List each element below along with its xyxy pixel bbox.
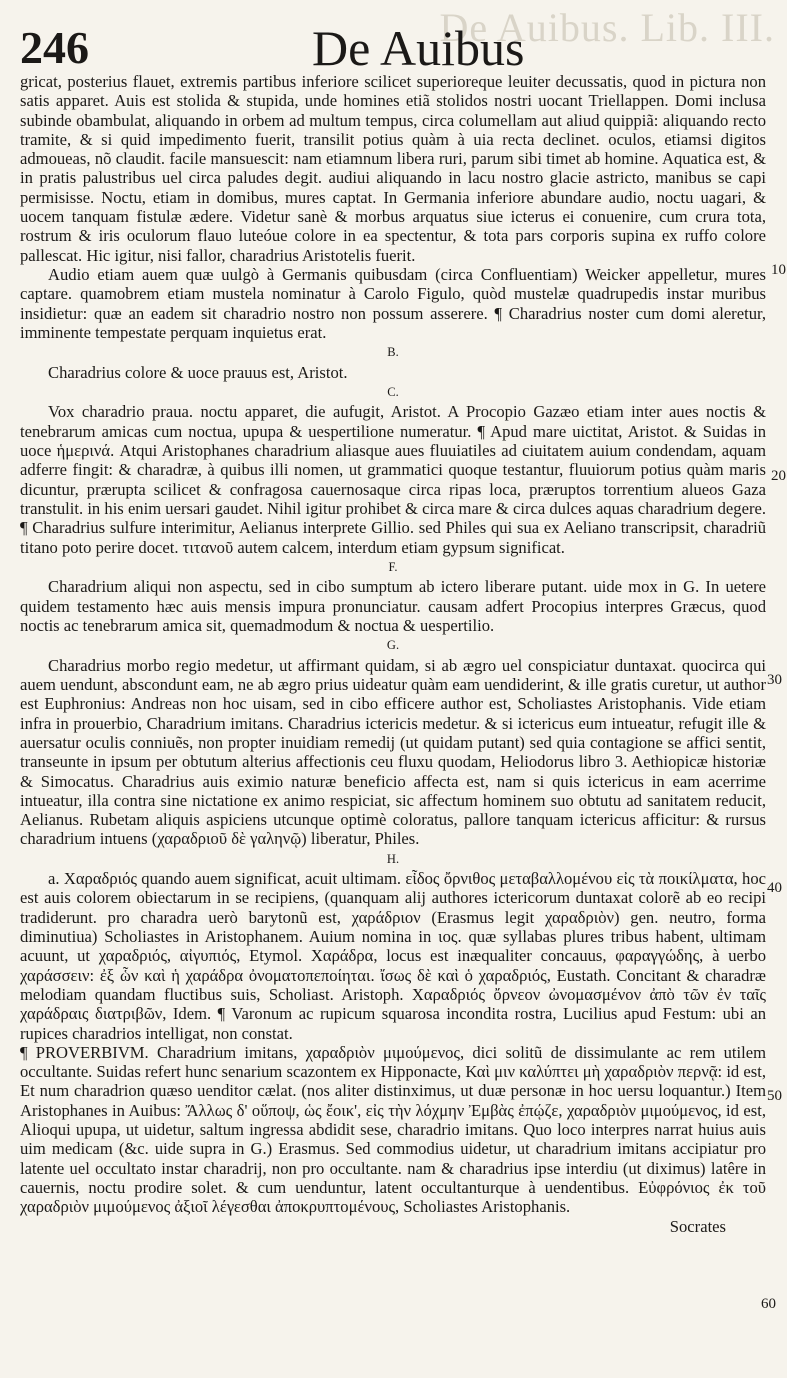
paragraph-weicker: Audio etiam auem quæ uulgò à Germanis quibusdam (circa Confluentiam) Weicker appelletur, mures captare. quamobrem etiam mustela nominatur à Carolo Figulo, quòd mustelæ quadrupedis instar muribus insidietur: quæ an eadem sit charadrio nostro non possum asserere. ¶ Charadrius noster cum domi aleretur, imminente tempestate perquam inquietus erat.	[20, 264, 766, 342]
section-letter-f: F.	[388, 559, 398, 574]
section-letter-g: G.	[386, 638, 400, 653]
margin-number-10: 10	[771, 262, 786, 278]
margin-number-60: 60	[761, 1296, 776, 1312]
margin-number-30: 30	[767, 672, 782, 688]
paragraph-g: Charadrius morbo regio medetur, ut affirmant quidam, si ab ægro uel conspiciatur duntaxat. quocirca qui auem uendunt, abscondunt eam, ne ab ægro prius uideatur quàm eam uendiderint, & ille gratis curetur, ut author est Euphronius: Andreas non hoc uisam, sed in cibo efficere author est, Scholiastes Aristophanis. Vide etiam infra in prouerbio, Charadrium imitans. Charadrius ictericis medetur. & si ictericus eum intueatur, refugit ille & auersatur oculis conniuẽs, non propter inuidiam remedij (ut quidam putant) sed quia contagione se affici sentit, transeunte in ipsum per obtutum alterius affectionis ceu fluxu quodam, Heliodorus libro 3. Aethiopicæ historiæ & Simocatus. Charadrius auis eximio naturæ beneficio affecta est, nam si quis ictericus in eam acerrime intueatur, illa contra sine nictatione ex animo respiciat, sic affectum hominem suo obtutu ad sanitatem reducit, Aelianus. Rubetam aliquis aspiciens utcunque optimè coloratus, pallore tanquam ictericus afficitur: & rursus charadrium intuens (χαραδριοῦ δὲ γαληνῷ) liberatur, Philes.	[20, 655, 766, 849]
margin-number-20: 20	[771, 468, 786, 484]
section-letter-b: B.	[387, 345, 399, 360]
margin-number-50: 50	[767, 1088, 782, 1104]
paragraph-h: a. Χαραδριός quando auem significat, acuit ultimam. εἶδος ὄρνιθος μεταβαλλομένου εἰς τὰ ποικίλματα, hoc est auis colorem obiectarum in se recipiens, (quanquam alij authores ictericorum duntaxat colorẽ ab eo recipi tradiderunt. pro charadra uerò barytonũ est, χαράδριον (Erasmus legit χαραδριὸν) gen. neutro, forma diminutiua) Scholiastes in Aristophanem. Auium nomina in ιος. quæ syllabas plures tribus habent, ultimam acuunt, ut χαραδριός, αἰγυπιός, Etymol. Χαράδρα, locus est inæqualiter concauus, φαραγγώδης, à uerbo χαράσσειν: ἐξ ὧν καὶ ἡ χαράδρα ὀνοματοπεποίηται. ἴσως δὲ καὶ ὁ χαραδριός, Eustath. Concitant & charadræ melodiam quandam fluctibus suis, Scholiast. Aristoph. Χαραδριός ὄρνεον ὠνομασμένον ἀπὸ τῶν ἐν ταῖς χαράδραις διατριβῶν, Idem. ¶ Varonum ac rupicum squarosa incondita rostra, Lucilius apud Festum: ubi an rupices charadrios intelligat, non constat.	[20, 869, 766, 1043]
paragraph-b: Charadrius colore & uoce prauus est, Aristot.	[48, 362, 348, 382]
paragraph-c: Vox charadrio praua. noctu apparet, die aufugit, Aristot. A Procopio Gazæo etiam inter aues noctis & tenebrarum amicas cum noctua, upupa & uespertilione numeratur. ¶ Apud mare uictitat, Aristot. & Suidas in uoce ἡμερινά. Atqui Aristophanes charadrium aliasque aues fluuiatiles ad ciuitatem auium condendam, aquam adferre fingit: & charadræ, à quibus illi nomen, ut grammatici quoque testantur, fluuiorum potius quàm maris dicuntur, prærupta scilicet & confragosa cauernosaque circa ripas loca, præruptos torrentium alueos Gaza transtulit. in his enim uersari gaudet. Nihil igitur prohibet & circa mare & circa dulces aquas charadrium degere. ¶ Charadrius sulfure interimitur, Aelianus interprete Gillio. sed Philes qui sua ex Aeliano transcripsit, charadriũ titano poto perire docet. τιτανοῦ autem calcem, interdum etiam gypsum significat.	[20, 402, 766, 557]
bleed-through-text: De Auibus. Lib. III.	[439, 5, 775, 50]
page-number: 246	[20, 22, 89, 73]
running-title: De Auibus	[312, 20, 525, 76]
paragraph-proverbium: ¶ PROVERBIVM. Charadrium imitans, χαραδριὸν μιμούμενος, dici solitũ de dissimulante ac rem utilem occultante. Suidas refert hunc senarium scazontem ex Hipponacte, Καὶ μιν καλύπτει μὴ χαραδριὸν περνᾷ: id est, Et num charadrion quæso uenditor cælat. (nos aliter distinximus, ut duæ personæ in hoc uersu loquantur.) Item Aristophanes in Auibus: Ἄλλως δ' οὕποψ, ὡς ἔοικ', εἰς τὴν λόχμην Ἐμβὰς ἐπῴζε, χαραδριὸν μιμούμενος, id est, Alioqui upupa, ut uidetur, saltum ingressa abdidit sese, charadrio imitans. Quo loco interpres narrat huius auis uim medicam (&c. uide supra in G.) Erasmus. Sed commodius uidetur, ut charadrium imitans accipiatur pro latente uel occultato instar charadrij, non pro occultante. nam & charadrius ipse interdiu (ut diximus) latêre in cauernis, noctu prodire solet. & cum uenduntur, latent occultanturque à uendentibus. Εὐφρόνιος ἐκ τοῦ χαραδριὸν μιμούμενος ἀξιοῖ λέγεσθαι ἀποκρυπτομένους, Scholiastes Aristophanis.	[20, 1042, 766, 1217]
paragraph-f: Charadrium aliqui non aspectu, sed in cibo sumptum ab ictero liberare putant. uide mox in G. In uetere quidem testamento hæc auis mensis impura pronunciatur. causam adfert Procopius interpres Græcus, quod noctis ac tenebrarum amica sit, quemadmodum & noctua & uespertilio.	[20, 577, 766, 635]
section-letter-h: H.	[386, 851, 400, 866]
main-text-block	[20, 72, 766, 1236]
page-header	[16, 18, 776, 78]
section-letter-c: C.	[387, 384, 399, 399]
catchword: Socrates	[669, 1216, 726, 1236]
margin-number-40: 40	[767, 880, 782, 896]
paragraph-intro: gricat, posterius flauet, extremis partibus inferiore scilicet superioreque leuiter decussatis, quod in pictura non satis apparet. Auis est stolida & stupida, unde homines etiã stolidos nostri uocant Triellappen. Domi inclusa subinde obambulat, aliquando in orbem ad multum tempus, circa columellam aut aliud quippiã: aliquando recto tramite, & si quid impedimento fuerit, transilit potius quàm à uia recta declinet. oculos, etiamsi digitos admoueas, nõ claudit. facile mansuescit: nam etiamnum libera ruri, parum sibi timet ab homine. Aquatica est, & in pratis palustribus uel circa paludes degit. audiui aliquando in lacu nostro glacie astricto, manibus se capi permisisse. Noctu, etiam in domibus, mures captat. In Germania inferiore abundare audio, noctu uagari, & uocem tanquam fistulæ ædere. Videtur sanè & morbus arquatus siue icterus ei conuenire, cum crura tota, rostrum & iris oculorum flauo luteóue colore in ea spectentur, & tota pars corporis supina ex ruffo colore pallescat. Hic igitur, nisi fallor, charadrius Aristotelis fuerit.	[20, 72, 766, 265]
